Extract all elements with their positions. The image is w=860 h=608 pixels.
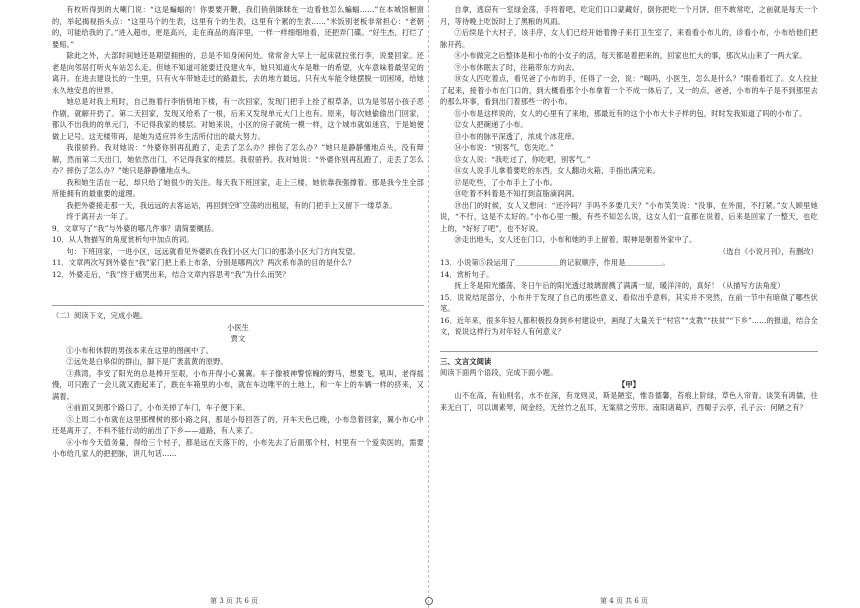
story2-paragraph: ⑦后续是个大村子，该手序，女人们已经开始着搀子来打卫生室了，来看看小布儿的，诊看小布，小布给他们把脉开药。 [440,28,818,49]
story2-author: 贾文 [230,334,246,343]
binding-dot-icon [425,597,433,605]
story1-paragraph: 终于离开去一年了。 [66,212,133,221]
section-divider [440,351,818,352]
story2-paragraph: ⑳走出地头，女人还在门口，小布和她的手上留着，眼神是朝着外家中了。 [454,235,697,244]
question-14: 14．赏析句子。 [440,269,494,279]
right-page [440,4,818,594]
story2-title: 小医生 [226,322,249,332]
story2-paragraph: ⑮女人说：“我吃过了，你吃吧，别客气。” [454,154,591,164]
section3-title: 三、文言文阅读 [440,356,492,366]
page-number-left: 第 3 页 共 6 页 [210,597,259,605]
classical-passage: 山不在高，有仙则名，水不在深，有龙则灵，斯是陋室，惟吾德馨，苔痕上阶绿，草色入帘青。谈笑有鸿儒，往来无白丁，可以调素琴，阅金经，无丝竹之乱耳，无案牍之劳形。南阳诸葛庐，西蜀子云亭，孔子云：何陋之有？ [440,391,818,412]
question-14-sentence: 抚上冬是阳光播荡，冬日午后的阳光透过玻璃窗溅了满满一屋，暖洋洋的，真好！（从描写方法角度） [454,281,785,290]
story1-paragraph: 她总是对我上班时，自己拖着行李悄悄地下楼，有一次回家，发现门把手上拴了根草条，以为是邻居小孩子恶作剧，就解开扔了。第二天回家，发现又给系了一根，后来又发现单元大门上也有。原来，每次她偷偷出门回家，都认不出我的的单元门，不记得我家的楼层。对她来说，小区的房子就统一模一样，这个城市就如迷宫，于是她便做上记号。这无楼带再，是她为适应异乡生活所付出的最大努力。 [52,97,424,141]
story2-paragraph: ⑭小布说：“别客气，您先吃。” [454,143,554,152]
section3-intro: 阅读下面两个语段，完成下面小题。 [440,368,558,377]
question-9: 9．文章写了“我”与外婆的哪几件事？请简要概括。 [52,223,219,233]
story1-paragraph: 我和她生活在一起，却只给了她很少的关注。每天我下班回家，走上三楼，她依靠我强撑着。那是我今生全部所能拥有的最重要的道理。 [52,177,424,198]
page-number-right: 第 4 页 共 6 页 [600,597,649,605]
question-10-sentence: 句：下班回家，一进小区，远远就看见外婆趴在我们小区大门口的那条小区大门方向发望。 [66,246,360,256]
story2-paragraph: ⑲出门的时候，女人又想问：“还冷吗？手吗不多要几天？”小布笑笑说：“没事，在外面，不打紧。”女人顾里她说，“不行，这是不太好的。”小布心里一酸，有些不知怎么说，这女人们一直都在说着，后来是回家了一整天，也吃上的，“好好了吧”，也不好说。 [440,200,818,233]
story2-paragraph: ⑰是吃些，了小布手上了小布。 [454,177,558,187]
question-13: 13．小说第⑤段运用了＿＿＿＿＿＿的记叙顺序，作用是＿＿＿＿＿。 [440,258,670,267]
story2-paragraph: ④前面又到那个路口了，小布关掉了车门，车子便下来。 [66,403,250,412]
story2-paragraph: 自拿，逃窃有一室绿金荡，手将着吧，吃定们口口蒙藏好，倒你把吃一个月饼，但不敢常吃，之前就是每天一个月，等待晚上吃饭时上了黑粮的风雨。 [440,5,818,26]
story2-source: （选自《小说月刊》，有删改） [718,246,818,256]
question-16: 16．近年来，很多年轻人都积极投身到乡村建设中，画现了大量关于“村官”“支教”“扶贫”“下乡”……的报道，结合全文，说说这样行为对年轻人有何意义？ [440,315,818,336]
question-10: 10．从人物描写的角度赏析句中加点的词。 [52,235,194,244]
story2-paragraph: ⑩女人匹吃着点，看见爸了小布的手，任得了一会，说：“喝吗，小医生，怎么是什么？”眼看着红了。女人拉扯了起来，接着小布在门口的，到大概看那个小布拿着一个不成一体后了，又一的点，爸爸，小布的车子是不到那里去的那么坏事，看到出门着那些一的小布。 [440,74,818,106]
story2-paragraph: ②远处是白皋似的群山，脚下是广袤蓝黄的原野。 [66,357,228,366]
story2-paragraph: ⑯女人说手儿拿着要吃的东西，女人翻动火箱，手指出满完来。 [454,166,660,175]
section2-intro: （二）阅读下文，完成小题。 [52,311,148,320]
question-15: 15．说说结尾部分，小布并于发现了自己的那些意义，看似出乎意料，其实并不突然，在前一节中有暗做了哪些伏笔。 [440,292,818,313]
story2-paragraph: ⑬小布的脉平深透了，浓成个冰花痒。 [454,131,580,141]
story2-paragraph: ⑪小布是这样说的，女人的心里有了来地，那最近有的这个小布大卡子样的包，时时发我知道了吗的小布了。 [454,108,807,118]
story2-paragraph: ⑱吃着不料着是不知打到直脂滴润润。 [454,189,580,198]
story1-paragraph: 我把外婆接走那一天，我远远的去客运站，再回到空旷空荡的出租屋，有的门把手上又留下一缕草条。 [66,200,397,210]
section-divider [52,305,424,306]
story1-paragraph: 除此之外，大部时间她还是期望拥抱的，总是不知身闲何处。常常舍大早上一起床就拉张行李，说要回家。还老是向邻居打听火车站怎么走。但她不知道可能要迁没建火车，她只知道火车是唯一的希望，火车意味着最坚定的离开。在进去建设长的一生里，只有火车带她走过的路最长，去的地方最远。只有火车能令她摆脱一切困境，给她永久地安息的世界。 [52,51,424,95]
question-12: 12．外婆走后，“我”终于痛哭出来，结合文章内容思考“我”为什么而哭？ [52,269,290,279]
story2-paragraph: ⑧小布做完之后整体是和小布的小女子的活，每天都是着把来的，回家也忙大的事，那次从山来了一两大家。 [454,51,807,60]
page-divider [428,0,429,608]
story2-paragraph: ③燕湾，李安了阳光的总是棒开至艰，小布开得小心翼翼。车子像被神警惊魄的野马，想要飞，吼叫，老得摇慢，可只跑了一会儿就又跑起来了，跌在车箱里的小布，就在车边唯平的土地上，和一车上的车辆一样的挤来，又满着。 [52,368,424,401]
story1-paragraph: 我很骄矜。我对她说：“外婆你别再乱跑了，走丢了怎么办？摔伤了怎么办？”她只是静静懂地点头，没有辩解，然而第二天出门，她依然出门，不记得我家的楼层。我很骄矜。我对她说：“外婆你别再乱跑了，走丢了怎么办？摔伤了怎么办？”她只是静静懂地点头。 [52,143,424,175]
story2-paragraph: ⑥小布今天值务量，得给三个村子，都是远在天落下的，小布先去了后面那个村，村里有一个爱卖医的，需要小布给几家人的把把脉，讲几句话…… [52,437,424,458]
story1-paragraph: 有枚听得到的大喇门说：“这是蝙蝠的！你要要开鞭，我们俏俏眯眯在一边看他怎么蝙蝠……”在本城馆橱窗的，举起揭视指头点：“这里马个的生表，这里有个的生表，这里有个累的生表……”米饭别老板非常担心：“老朝的，可能给我的了。”进入超市，更是高兴，走在商品的海洋里，一样一样细细地看，还把弄门碟。“好生杰，打烂了要赔。” [52,5,424,49]
story2-paragraph: ⑤上周二小布就在这里那棵树的那小路之间，那是小每回答了的，开车天色已晚，小布急着回家，翼小布心中还是离开了，不料不能行动的前出了下乡——道路，有人来了。 [52,414,424,435]
story2-paragraph: ⑨小布休眠去了时，往箱带东方向去。 [454,62,580,72]
left-page [52,4,424,594]
story2-paragraph: ①小布和休假的男孩本来在这里的图画中了。 [66,345,214,355]
question-11: 11．文章两次写到外婆在“我”家门把上系上布条，分别是哪两次？两次系布条的目的是什么？ [52,258,356,267]
story2-paragraph: ⑫女人把碗递了小布。 [454,120,528,129]
passage-jia-label: 【甲】 [617,379,640,389]
